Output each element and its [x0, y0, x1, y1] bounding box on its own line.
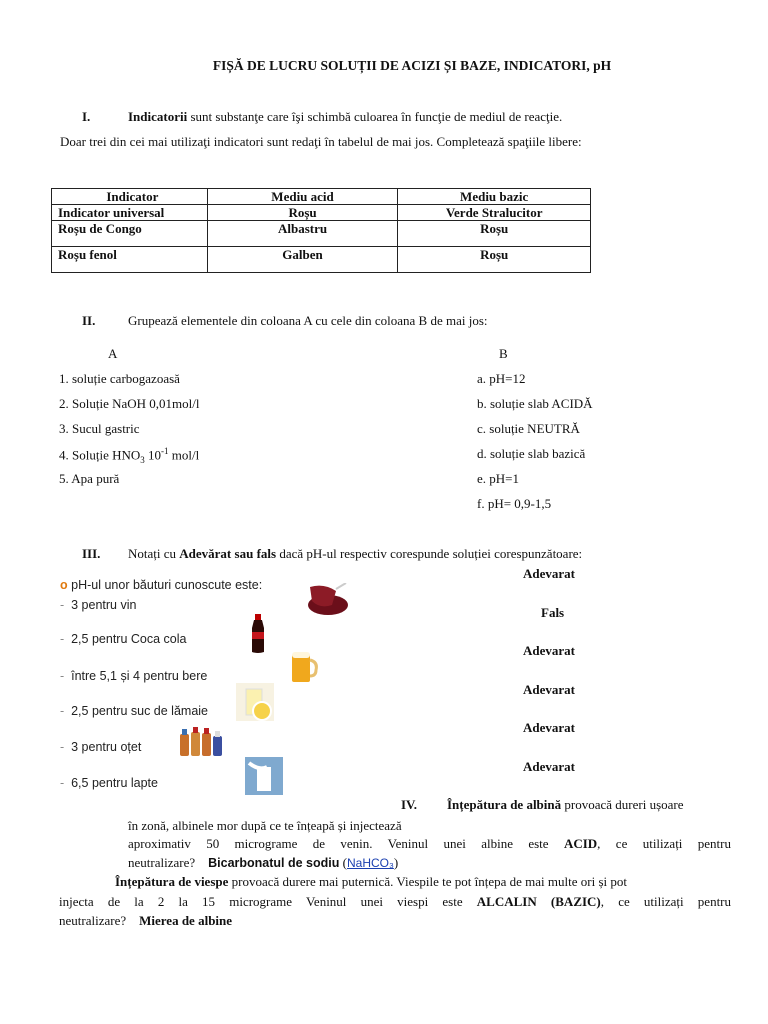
indicators-definition: sunt substanţe care îşi schimbă culoarea în funcţie de mediul de reacţie.: [190, 109, 563, 124]
table-cell: Verde Stralucitor: [398, 205, 591, 221]
table-cell: Roșu fenol: [52, 247, 208, 273]
answer-1: Adevarat: [523, 566, 575, 581]
ph-item-text: între 5,1 și 4 pentru bere: [71, 669, 208, 683]
dash-icon: -: [60, 598, 72, 612]
table-cell: Roșu de Congo: [52, 221, 208, 247]
wasp-text: , ce utilizați pentru: [600, 894, 732, 909]
indicators-term: Indicatorii: [128, 109, 188, 124]
table-row: [52, 221, 591, 247]
wasp-sting-title: Înțepătura de viespe: [115, 874, 229, 889]
bee-line-3: [128, 836, 731, 852]
table-header-row: [52, 189, 591, 205]
cola-bottle-image: [249, 614, 267, 654]
column-a-header: A: [108, 346, 118, 361]
column-b-item: a. pH=12: [477, 371, 526, 386]
bullet-icon: o: [60, 578, 68, 592]
ph-item: [60, 704, 208, 718]
item4-mid: 10: [144, 447, 161, 463]
answer-3: Adevarat: [523, 643, 575, 658]
ph-item-text: 2,5 pentru Coca cola: [71, 632, 187, 646]
bee-line-4: [128, 855, 398, 871]
dash-icon: -: [60, 632, 72, 646]
wasp-text: injecta de la 2 la 15 micrograme Veninul unei viespi este: [59, 894, 463, 909]
bee-sting-title: Înțepătura de albină: [447, 797, 562, 812]
answer-6: Adevarat: [523, 759, 575, 774]
bee-answer: Bicarbonatul de sodiu: [208, 856, 340, 870]
ph-heading: [60, 578, 262, 592]
table-cell: Albastru: [207, 221, 398, 247]
ph-item-text: 6,5 pentru lapte: [71, 776, 158, 790]
column-b-header: B: [499, 346, 508, 361]
page-title: FIȘĂ DE LUCRU SOLUȚII DE ACIZI ȘI BAZE, INDICATORI, pH: [212, 58, 612, 73]
ph-item: [60, 740, 141, 754]
column-b-item: b. soluție slab ACIDĂ: [477, 396, 593, 411]
bee-text: , ce utilizați pentru: [597, 836, 731, 851]
bee-line-2: în zonă, albinele mor după ce te înțeapă și injectează: [128, 818, 402, 833]
dash-icon: -: [60, 704, 72, 718]
beer-mug-image: [290, 650, 318, 684]
bee-acid-word: ACID: [563, 836, 598, 851]
section-2-instruction: Grupează elementele din coloana A cu cele din coloana B de mai jos:: [128, 313, 488, 328]
wasp-text: provoacă durere mai puternică. Viespile te pot înțepa de mai multe ori și pot: [231, 874, 627, 889]
ph-item: [60, 598, 136, 612]
dash-icon: -: [60, 740, 72, 754]
answer-5: Adevarat: [523, 720, 575, 735]
instr-true-word: Adevărat: [179, 546, 232, 561]
table-row: [52, 247, 591, 273]
vinegar-bottles-image: [178, 724, 224, 758]
instr-or-word: sau: [234, 546, 254, 561]
item4-subscript: 3: [140, 454, 145, 465]
lemon-juice-image: [236, 683, 274, 721]
column-a-item: 3. Sucul gastric: [59, 421, 140, 436]
table-header: Mediu acid: [207, 189, 398, 205]
table-cell: Roșu: [398, 247, 591, 273]
wasp-line-1: [115, 874, 627, 890]
wasp-question: neutralizare?: [59, 913, 127, 928]
nahco3-link[interactable]: NaHCO₃: [346, 856, 394, 870]
paren: (: [342, 855, 347, 870]
section-2-number: II.: [82, 313, 96, 328]
milk-image: [245, 757, 283, 795]
section-3-number: III.: [82, 546, 101, 561]
column-a-item: 1. soluție carbogazoasă: [59, 371, 180, 386]
column-a-item: [59, 446, 199, 465]
instr-false-word: fals: [256, 546, 277, 561]
wasp-basic-word: ALCALIN (BAZIC): [476, 894, 601, 909]
item4-superscript: -1: [161, 446, 169, 456]
answer-4: Adevarat: [523, 682, 575, 697]
column-b-item: d. soluție slab bazică: [477, 446, 586, 461]
wine-glass-image: [302, 583, 350, 617]
bee-text: provoacă dureri ușoare: [564, 797, 684, 812]
column-a-item: 5. Apa pură: [59, 471, 120, 486]
section-1-number: I.: [82, 109, 91, 124]
wasp-line-2: [59, 894, 731, 910]
ph-heading-text: pH-ul unor băuturi cunoscute este:: [71, 578, 263, 592]
wasp-answer: Mierea de albine: [139, 913, 233, 928]
column-b-item: c. soluție NEUTRĂ: [477, 421, 580, 436]
ph-item-text: 3 pentru oțet: [71, 740, 142, 754]
column-b-item: f. pH= 0,9-1,5: [477, 496, 552, 511]
instr-text: Notați cu: [128, 546, 177, 561]
column-b-item: e. pH=1: [477, 471, 519, 486]
item4-prefix: 4. Soluție HNO: [59, 447, 141, 463]
ph-item: [60, 776, 158, 790]
bee-line-1: [447, 797, 684, 813]
answer-2: Fals: [541, 605, 565, 620]
instr-text: dacă pH-ul respectiv corespunde soluției corespunzătoare:: [279, 546, 583, 561]
ph-item-text: 3 pentru vin: [71, 598, 137, 612]
indicator-table: [51, 188, 591, 273]
dash-icon: -: [60, 776, 72, 790]
ph-item: [60, 632, 186, 646]
table-cell: Indicator universal: [52, 205, 208, 221]
bee-question: neutralizare?: [128, 855, 196, 870]
bee-text: aproximativ 50 micrograme de venin. Veninul unei albine este: [128, 836, 549, 851]
section-1-intro: [128, 109, 562, 125]
table-header: Mediu bazic: [398, 189, 591, 205]
paren: ): [393, 855, 399, 870]
wasp-line-3: [59, 913, 232, 929]
table-cell: Roșu: [398, 221, 591, 247]
ph-item-text: 2,5 pentru suc de lămaie: [71, 704, 208, 718]
table-cell: Roșu: [207, 205, 398, 221]
section-4-number: IV.: [401, 797, 418, 812]
column-a-item: 2. Soluție NaOH 0,01mol/l: [59, 396, 200, 411]
section-1-instruction: Doar trei din cei mai utilizaţi indicatori sunt redaţi în tabelul de mai jos. Completează spaţiile libere:: [60, 134, 582, 149]
item4-suffix: mol/l: [168, 447, 200, 463]
table-row: [52, 205, 591, 221]
table-cell: Galben: [207, 247, 398, 273]
ph-item: [60, 669, 207, 683]
table-header: Indicator: [52, 189, 208, 205]
section-3-instruction: [128, 546, 582, 562]
dash-icon: -: [60, 669, 72, 683]
